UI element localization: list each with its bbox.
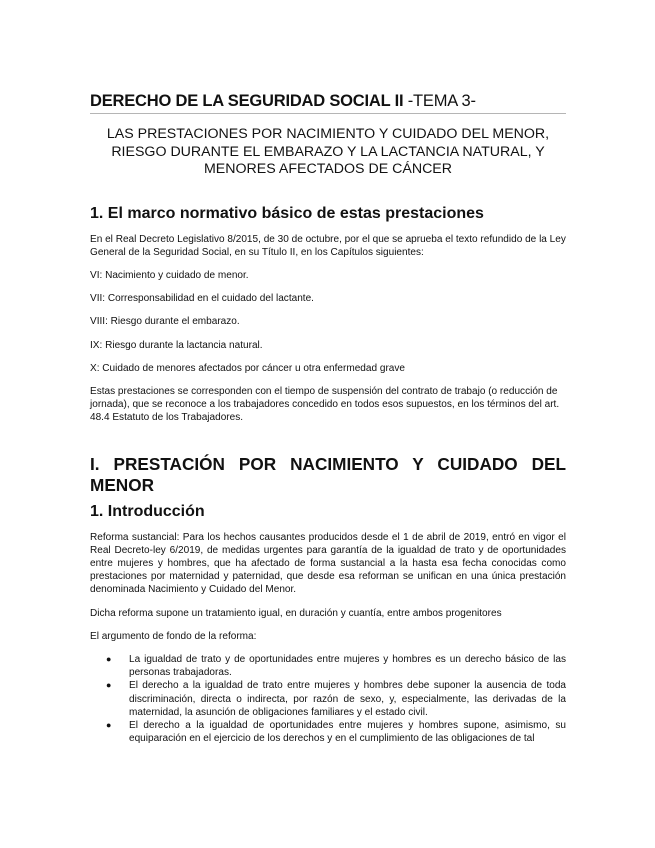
list-item-text: El derecho a la igualdad de oportunidades entre mujeres y hombres supone, asimismo, su equiparación en el ejercicio de los derechos y en el cumplimiento de las obligaciones de tal xyxy=(129,719,566,745)
section-1-intro: En el Real Decreto Legislativo 8/2015, de 30 de octubre, por el que se aprueba el texto refundido de la Ley General de la Seguridad Social, en su Título II, en los Capítulos siguientes: xyxy=(90,233,566,258)
chapter-item: X: Cuidado de menores afectados por cáncer u otra enfermedad grave xyxy=(90,362,405,374)
part-i-heading xyxy=(90,454,566,496)
chapter-item: VI: Nacimiento y cuidado de menor. xyxy=(90,269,249,281)
list-item xyxy=(90,653,566,679)
title-suffix: -TEMA 3- xyxy=(403,92,476,110)
bullet-icon: ● xyxy=(106,680,112,691)
list-item xyxy=(90,719,566,745)
title-bold: DERECHO DE LA SEGURIDAD SOCIAL II xyxy=(90,92,404,110)
document-page xyxy=(90,92,566,745)
list-item-text: El derecho a la igualdad de trato entre mujeres y hombres debe suponer la ausencia de toda discriminación, directa o indirecta, por razón de sexo, y, especialmente, las derivadas de la maternidad, la asunción de obligaciones familiares y el estado civil. xyxy=(129,680,566,718)
introduccion-heading: 1. Introducción xyxy=(90,502,205,520)
part-i-heading-line-2: MENOR xyxy=(90,474,154,495)
document-title xyxy=(90,92,566,114)
bullet-icon: ● xyxy=(106,719,112,730)
list-item xyxy=(90,679,566,719)
argumento-paragraph: El argumento de fondo de la reforma: xyxy=(90,630,257,642)
chapter-item: VIII: Riesgo durante el embarazo. xyxy=(90,316,240,328)
list-item-text: La igualdad de trato y de oportunidades entre mujeres y hombres es un derecho básico de las personas trabajadoras. xyxy=(129,653,566,679)
bullet-icon: ● xyxy=(106,653,112,664)
reforma-paragraph: Reforma sustancial: Para los hechos causantes producidos desde el 1 de abril de 2019, entró en vigor el Real Decreto-ley 6/2019, de medidas urgentes para garantía de la igualdad de trato y de oportunidades entre mujeres y hombres, que ha afectado de forma sustancial a la hasta esa fecha conocidas como prestaciones por maternidad y paternidad, que desde esa reforman se unifican en una única prestación denominada Nacimiento y Cuidado del Menor. xyxy=(90,531,566,596)
chapter-item: IX: Riesgo durante la lactancia natural. xyxy=(90,339,263,351)
argument-list xyxy=(90,653,566,745)
tratamiento-paragraph: Dicha reforma supone un tratamiento igual, en duración y cuantía, entre ambos progenitores xyxy=(90,607,502,619)
document-subtitle: LAS PRESTACIONES POR NACIMIENTO Y CUIDADO DEL MENOR, RIESGO DURANTE EL EMBARAZO Y LA LACTANCIA NATURAL, Y MENORES AFECTADOS DE CÁNCER xyxy=(106,126,550,177)
section-1-closing: Estas prestaciones se corresponden con el tiempo de suspensión del contrato de trabajo (o reducción de jornada), que se reconoce a los trabajadores concedido en todos esos supuestos, en los términos del art. 48.4 Estatuto de los Trabajadores. xyxy=(90,385,560,424)
chapter-item: VII: Corresponsabilidad en el cuidado del lactante. xyxy=(90,293,314,305)
part-i-heading-line-1: I. PRESTACIÓN POR NACIMIENTO Y CUIDADO DEL xyxy=(90,453,566,474)
section-1-heading: 1. El marco normativo básico de estas prestaciones xyxy=(90,204,484,222)
